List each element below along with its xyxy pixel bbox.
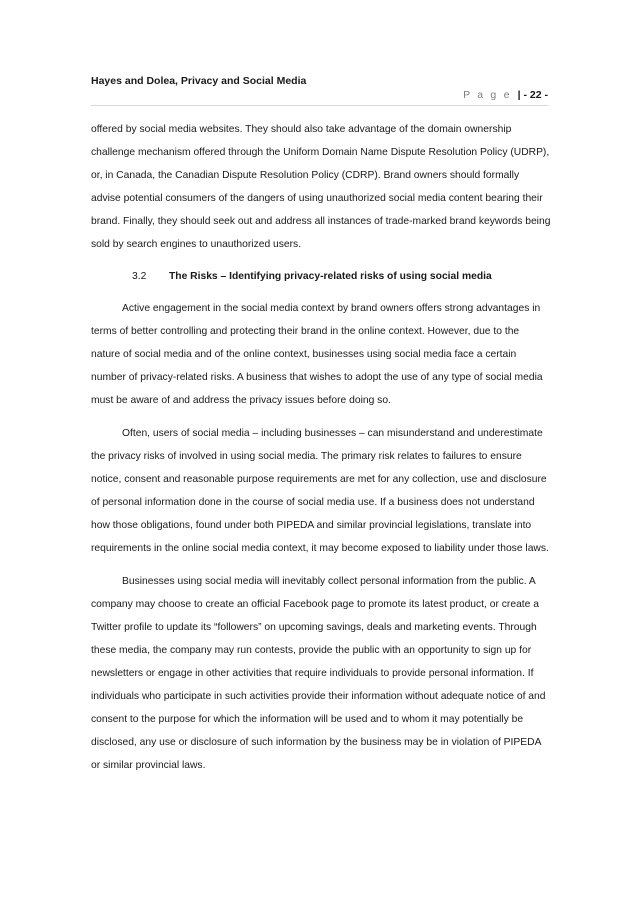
page-number-block [463,89,548,101]
paragraph-collection: Businesses using social media will inevitably collect personal information from the public. A company may choose to create an official Facebook page to promote its latest product, or create a Twitter profile to update its “followers” on upcoming savings, deals and marketing events. Through these media, the company may run contests, provide the public with an opportunity to sign up for newsletters or engage in other activities that require individuals to provide personal information. If individuals who participate in such activities provide their information without adequate notice of and consent to the purpose for which the information will be used and to whom it may potentially be disclosed, any use or disclosure of such information by the business may be in violation of PIPEDA or similar provincial laws. [91,576,546,771]
section-heading [91,265,551,288]
paragraph-continued: offered by social media websites. They should also take advantage of the domain ownership challenge mechanism offered through the Uniform Domain Name Dispute Resolution Policy (UDRP), or, in Canada, the Canadian Dispute Resolution Policy (CDRP). Brand owners should formally advise potential consumers of the dangers of using unauthorized social media content bearing their brand. Finally, they should seek out and address all instances of trade-marked brand keywords being sold by search engines to unauthorized users. [91,124,551,250]
page-label: P a g e [463,89,512,101]
page-separator: | [517,89,521,101]
section-title: The Risks – Identifying privacy-related risks of using social media [169,271,492,282]
section-number: 3.2 [132,271,147,282]
page-number: - 22 - [523,89,548,101]
paragraph-risks-intro: Active engagement in the social media context by brand owners offers strong advantages in terms of better controlling and protecting their brand in the online context. However, due to the nature of social media and of the online context, businesses using social media face a certain number of privacy-related risks. A business that wishes to adopt the use of any type of social media must be aware of and address the privacy issues before doing so. [91,303,543,406]
running-header-title: Hayes and Dolea, Privacy and Social Media [91,75,307,87]
header-divider [91,105,548,106]
paragraph-privacy-risks: Often, users of social media – including businesses – can misunderstand and underestimate the privacy risks of involved in using social media. The primary risk relates to failures to ensure notice, consent and reasonable purpose requirements are met for any collection, use and disclosure of personal information done in the course of social media use. If a business does not understand how those obligations, found under both PIPEDA and similar provincial legislations, translate into requirements in the online social media context, it may become exposed to liability under those laws. [91,428,549,554]
body-text [91,118,551,777]
